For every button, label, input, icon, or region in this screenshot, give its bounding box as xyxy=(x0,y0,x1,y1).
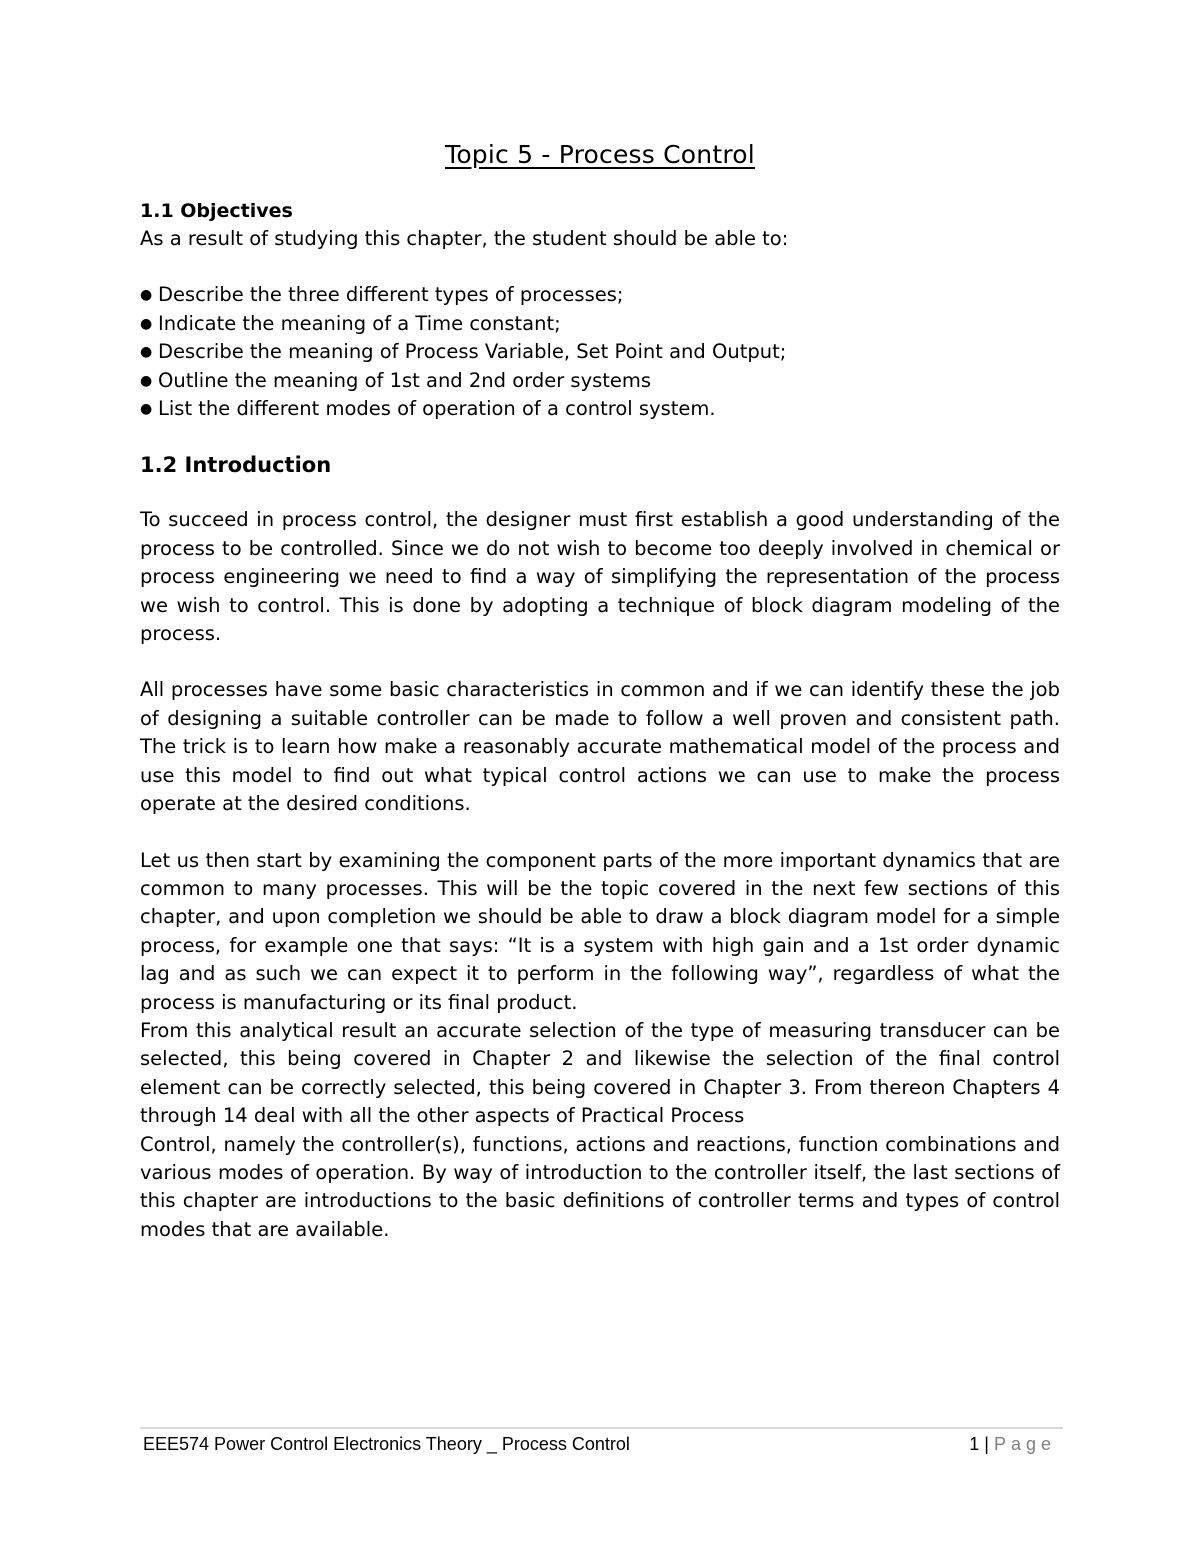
footer-page-indicator xyxy=(969,1432,1056,1456)
bullet-icon: ● xyxy=(140,372,153,389)
document-title: Topic 5 - Process Control xyxy=(445,140,755,169)
page-number: 1 xyxy=(969,1434,980,1454)
page-footer xyxy=(143,1432,1056,1456)
bullet-icon: ● xyxy=(140,287,153,304)
objectives-intro: As a result of studying this chapter, the student should be able to: xyxy=(140,227,789,250)
intro-paragraph-5: Control, namely the controller(s), functions, actions and reactions, function combinations and various modes of operation. By way of introduction to the controller itself, the last sections of this chapter are introductions to the basic definitions of controller terms and types of control modes that are available. xyxy=(140,1132,1060,1241)
intro-paragraph-3: Let us then start by examining the component parts of the more important dynamics that are common to many processes. This will be the topic covered in the next few sections of this chapter, and upon completion we should be able to draw a block diagram model for a simple process, for example one that says: “It is a system with high gain and a 1st order dynamic lag and as such we can expect it to perform in the following way”, regardless of what the process is manufacturing or its final product. xyxy=(140,848,1060,1014)
bullet-icon: ● xyxy=(140,315,153,332)
bullet-icon: ● xyxy=(140,344,153,361)
page-word: Page xyxy=(993,1434,1056,1454)
document-page xyxy=(140,140,1060,1244)
intro-paragraph-4: From this analytical result an accurate selection of the type of measuring transducer can be selected, this being covered in Chapter 2 and likewise the selection of the final control element can be correctly selected, this being covered in Chapter 3. From thereon Chapters 4 through 14 deal with all the other aspects of Practical Process xyxy=(140,1018,1060,1128)
list-item: ● Describe the three different types of processes; xyxy=(140,281,1060,309)
list-item: ● List the different modes of operation of a control system. xyxy=(140,395,1060,423)
bullet-icon: ● xyxy=(140,401,153,418)
footer-course-title: EEE574 Power Control Electronics Theory _ Process Control xyxy=(143,1434,630,1454)
objectives-heading: 1.1 Objectives xyxy=(140,200,293,222)
list-item: ● Describe the meaning of Process Variable, Set Point and Output; xyxy=(140,338,1060,366)
list-item: ● Outline the meaning of 1st and 2nd order systems xyxy=(140,367,1060,395)
introduction-heading: 1.2 Introduction xyxy=(140,453,332,478)
page-separator: | xyxy=(984,1434,989,1454)
objectives-list xyxy=(140,281,1060,423)
intro-paragraph-1: To succeed in process control, the designer must first establish a good understanding of the process to be controlled. Since we do not wish to become too deeply involved in chemical or process engineering we need to find a way of simplifying the representation of the process we wish to control. This is done by adopting a technique of block diagram modeling of the process. xyxy=(140,508,1060,646)
list-item: ● Indicate the meaning of a Time constant; xyxy=(140,310,1060,338)
footer-divider xyxy=(140,1427,1063,1429)
intro-paragraph-2: All processes have some basic characteristics in common and if we can identify these the job of designing a suitable controller can be made to follow a well proven and consistent path. The trick is to learn how make a reasonably accurate mathematical model of the process and use this model to find out what typical control actions we can use to make the process operate at the desired conditions. xyxy=(140,678,1060,816)
